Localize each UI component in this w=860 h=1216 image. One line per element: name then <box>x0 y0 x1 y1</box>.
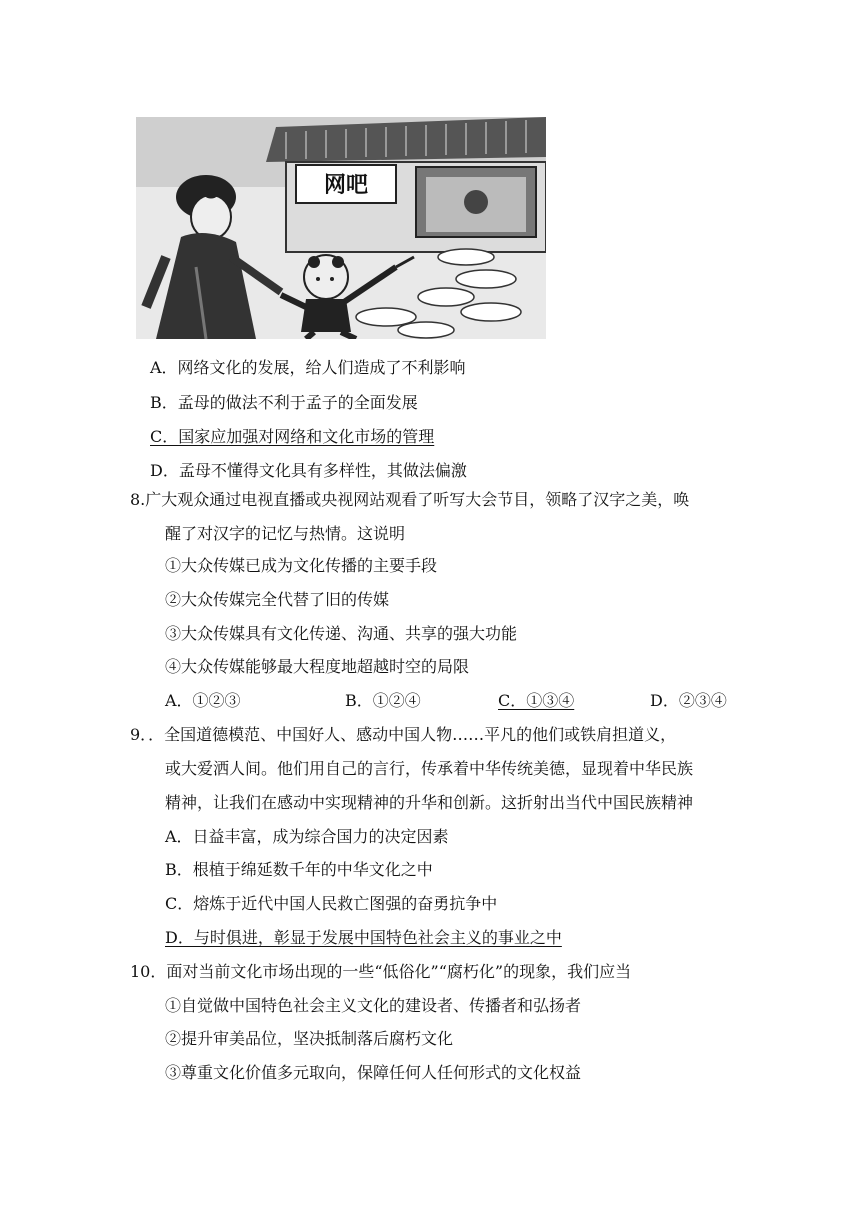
cartoon-illustration <box>136 117 546 339</box>
cartoon-sign-text: 网吧 <box>323 173 369 198</box>
q7-option-c-answer: C．国家应加强对网络和文化市场的管理 <box>150 427 435 446</box>
q9-stem-line-2: 或大爱洒人间。他们用自己的言行，传承着中华传统美德，显现着中华民族 <box>165 759 694 778</box>
q9-stem-line-1: 9．．全国道德模范、中国好人、感动中国人物……平凡的他们或铁肩担道义， <box>130 725 677 744</box>
q7-option-d: D．孟母不懂得文化具有多样性，其做法偏激 <box>150 461 467 480</box>
q9-stem-line-3: 精神，让我们在感动中实现精神的升华和创新。这折射出当代中国民族精神 <box>165 793 694 812</box>
q8-choice-d: D．②③④ <box>650 691 727 710</box>
q8-item-1: ①大众传媒已成为文化传播的主要手段 <box>165 556 438 575</box>
q7-option-b: B．孟母的做法不利于孟子的全面发展 <box>150 393 418 412</box>
q10-item-3: ③尊重文化价值多元取向，保障任何人任何形式的文化权益 <box>165 1063 582 1082</box>
q8-stem-line-1: 8.广大观众通过电视直播或央视网站观看了听写大会节目，领略了汉字之美，唤 <box>130 490 690 509</box>
q10-stem: 10．面对当前文化市场出现的一些“低俗化”“腐朽化”的现象，我们应当 <box>130 962 632 981</box>
q8-choice-a: A．①②③ <box>165 691 241 710</box>
q8-stem-line-2: 醒了对汉字的记忆与热情。这说明 <box>165 524 406 543</box>
q8-item-3: ③大众传媒具有文化传递、沟通、共享的强大功能 <box>165 624 518 643</box>
q8-choice-b: B．①②④ <box>345 691 421 710</box>
q10-item-1: ①自觉做中国特色社会主义文化的建设者、传播者和弘扬者 <box>165 996 582 1015</box>
q9-option-b: B．根植于绵延数千年的中华文化之中 <box>165 860 433 879</box>
q8-item-2: ②大众传媒完全代替了旧的传媒 <box>165 590 390 609</box>
q9-option-a: A．日益丰富，成为综合国力的决定因素 <box>165 827 449 846</box>
q10-item-2: ②提升审美品位，坚决抵制落后腐朽文化 <box>165 1029 454 1048</box>
q9-option-d-answer: D．与时俱进，彰显于发展中国特色社会主义的事业之中 <box>165 928 562 947</box>
q8-choice-c-answer: C．①③④ <box>498 691 575 710</box>
q7-option-a: A．网络文化的发展，给人们造成了不利影响 <box>150 358 466 377</box>
q8-item-4: ④大众传媒能够最大程度地超越时空的局限 <box>165 657 470 676</box>
q9-option-c: C．熔炼于近代中国人民救亡图强的奋勇抗争中 <box>165 894 498 913</box>
